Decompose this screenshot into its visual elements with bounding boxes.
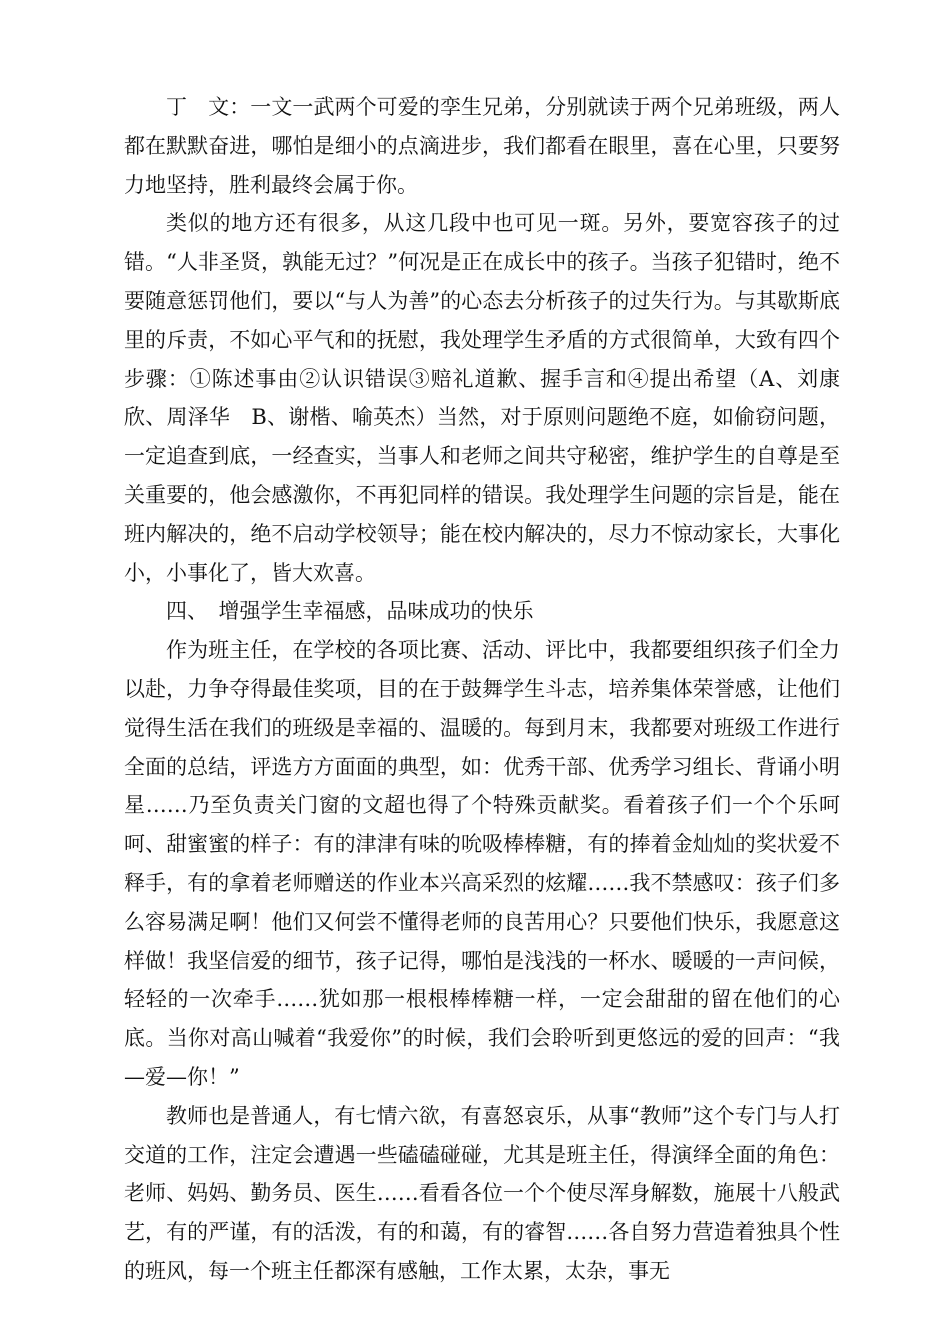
paragraph-tolerance: 类似的地方还有很多，从这几段中也可见一斑。另外，要宽容孩子的过错。“人非圣贤，孰能无过？”何况是正在成长中的孩子。当孩子犯错时，绝不要随意惩罚他们，要以“与人为善”的心态去分析孩子的过失行为。与其歇斯底里的斥责，不如心平气和的抚慰，我处理学生矛盾的方式很简单，大致有四个步骤：①陈述事由②认识错误③赔礼道歉、握手言和④提出希望（A、刘康欣、周泽华 B、谢楷、喻英杰）当然，对于原则问题绝不庭，如偷窃问题，一定追查到底，一经查实，当事人和老师之间共守秘密，维护学生的自尊是至关重要的，他会感激你，不再犯同样的错误。我处理学生问题的宗旨是，能在班内解决的，绝不启动学校领导；能在校内解决的，尽力不惊动家长，大事化小，小事化了，皆大欢喜。 bbox=[124, 211, 840, 585]
section-heading-four: 四、 增强学生幸福感，品味成功的快乐 bbox=[166, 599, 534, 624]
document-page bbox=[124, 88, 840, 1291]
paragraph-twins: 丁 文：一文一武两个可爱的孪生兄弟，分别就读于两个兄弟班级，两人都在默默奋进，哪怕是细小的点滴进步，我们都看在眼里，喜在心里，只要努力地坚持，胜利最终会属于你。 bbox=[124, 95, 840, 197]
paragraph-happiness: 作为班主任，在学校的各项比赛、活动、评比中，我都要组织孩子们全力以赴，力争夺得最佳奖项，目的在于鼓舞学生斗志，培养集体荣誉感，让他们觉得生活在我们的班级是幸福的、温暖的。每到月末，我都要对班级工作进行全面的总结，评选方方面面的典型，如：优秀干部、优秀学习组长、背诵小明星……乃至负责关门窗的文超也得了个特殊贡献奖。看着孩子们一个个乐呵呵、甜蜜蜜的样子：有的津津有味的吮吸棒棒糖，有的捧着金灿灿的奖状爱不释手，有的拿着老师赠送的作业本兴高采烈的炫耀……我不禁感叹：孩子们多么容易满足啊！他们又何尝不懂得老师的良苦用心？只要他们快乐，我愿意这样做！我坚信爱的细节，孩子记得，哪怕是浅浅的一杯水、暖暖的一声问候，轻轻的一次牵手……犹如那一根根棒棒糖一样，一定会甜甜的留在他们的心底。当你对高山喊着“我爱你”的时候，我们会聆听到更悠远的爱的回声：“我—爱—你！” bbox=[124, 638, 840, 1089]
paragraph-teacher: 教师也是普通人，有七情六欲，有喜怒哀乐，从事“教师”这个专门与人打交道的工作，注定会遭遇一些磕磕碰碰，尤其是班主任，得演绎全面的角色：老师、妈妈、勤务员、医生……看看各位一个个使尽浑身解数，施展十八般武艺，有的严谨，有的活泼，有的和蔼，有的睿智……各自努力营造着独具个性的班风，每一个班主任都深有感触，工作太累，太杂，事无 bbox=[124, 1103, 840, 1283]
